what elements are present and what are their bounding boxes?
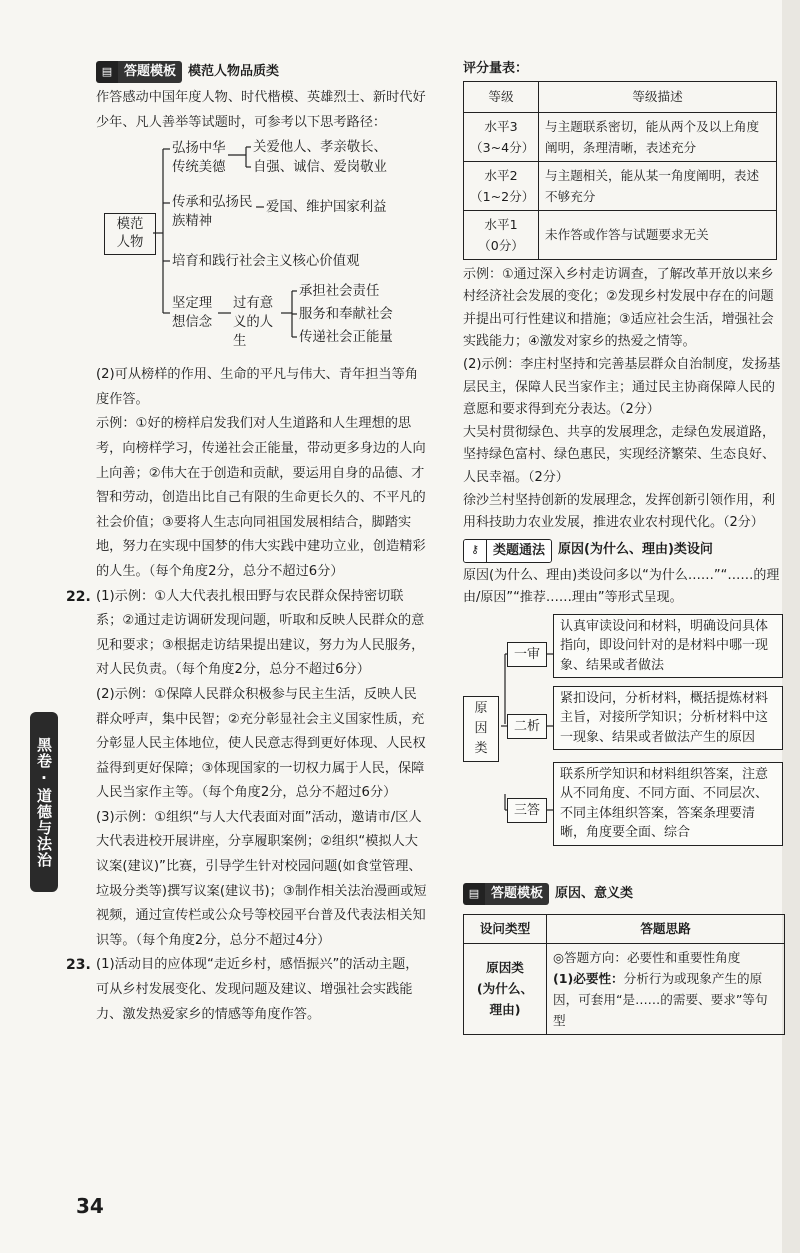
mindmap-leaf-2: 爱国、维护国家利益 bbox=[266, 200, 387, 216]
q22-part-1: (1)示例：①人大代表扎根田野与农民群众保持密切联系；②通过走访调研发现问题，听取和反映人民群众的意见和要求；③根据走访结果提出建议，努力为人民服务，对人民负责。（每个角度2分，总分不超过6分） bbox=[96, 588, 425, 678]
template2-title: 原因、意义类 bbox=[555, 885, 634, 901]
question-number: 23. bbox=[66, 957, 91, 974]
right-column bbox=[463, 58, 785, 1035]
key-icon: ⚷ bbox=[464, 540, 487, 562]
desc-cell: 与主题联系密切，能从两个及以上角度阐明，条理清晰，表述充分 bbox=[539, 112, 777, 161]
necessity-label: (1)必要性： bbox=[553, 970, 624, 986]
score-table bbox=[463, 81, 777, 260]
intro-text: 作答感动中国年度人物、时代楷模、英雄烈士、新时代好少年、凡人善举等试题时，可参考以下思考路径： bbox=[96, 90, 426, 130]
answer-direction: ◎答题方向：必要性和重要性角度 bbox=[553, 949, 741, 965]
table-header: 等级描述 bbox=[539, 81, 777, 112]
template2-tag: ▤ 答题模板 bbox=[463, 883, 549, 905]
answer-village-3: 徐沙兰村坚持创新的发展理念，发挥创新引领作用，利用科技助力农业发展，推进农业农村现代化。（2分） bbox=[463, 492, 776, 531]
q22-part-3: (3)示例：①组织“与人大代表面对面”活动，邀请市/区人大代表进校开展讲座，分享履职案例；②组织“模拟人大议案(建议)”比赛，引导学生针对校园问题(如食堂管理、垃圾分类等)撰写议案(建议书)；③制作相关法治漫画或短视频，通过宣传栏或公众号等校园平台普及代表法相关知识等。（每个角度2分，总分不超过4分） bbox=[96, 809, 427, 948]
question-23 bbox=[66, 953, 428, 1027]
page-number: 34 bbox=[76, 1194, 104, 1218]
q23-part-1: (1)活动目的应体现“走近乡村，感悟振兴”的活动主题，可从乡村发展变化、发现问题及建议、增强社会实践能力、激发热爱家乡的情感等角度作答。 bbox=[96, 957, 419, 1022]
method-intro: 原因(为什么、理由)类设问多以“为什么……”“……的理由/原因”“推荐……理由”等形式呈现。 bbox=[463, 567, 780, 606]
necessity-text: 分析行为或现象产生的原因，可套用“是……的需要、要求”等句型 bbox=[553, 970, 768, 1028]
table-header-row bbox=[464, 914, 785, 943]
table-row bbox=[464, 161, 777, 210]
answer-village-2: 大吴村贯彻绿色、共享的发展理念，走绿色发展道路，坚持绿色富村、绿色惠民，实现经济繁荣、生态良好、人民幸福。（2分） bbox=[463, 424, 776, 485]
approach-cell bbox=[547, 943, 785, 1034]
level-cell: 水平2 （1~2分） bbox=[464, 161, 539, 210]
table-row bbox=[464, 112, 777, 161]
method-flow-diagram bbox=[463, 614, 785, 872]
flow-step-2: 二析 bbox=[507, 714, 547, 739]
question-22 bbox=[66, 585, 428, 954]
answer-part-2: (2)可从榜样的作用、生命的平凡与伟大、青年担当等角度作答。 bbox=[96, 367, 418, 407]
book-icon: ▤ bbox=[463, 883, 485, 905]
desc-cell: 未作答或作答与试题要求无关 bbox=[539, 210, 777, 259]
mindmap-leaf-4c: 传递社会正能量 bbox=[299, 330, 393, 346]
template-heading bbox=[96, 58, 428, 86]
mindmap-leaf-4a: 承担社会责任 bbox=[299, 284, 380, 300]
score-table-title: 评分量表： bbox=[463, 61, 529, 76]
flow-step-1-text: 认真审读设问和材料，明确设问具体指向，即设问针对的是材料中哪一现象、结果或者做法 bbox=[553, 614, 783, 678]
table-header: 等级 bbox=[464, 81, 539, 112]
method-tag: ⚷ 类题通法 bbox=[463, 539, 552, 563]
type-cell: 原因类 (为什么、 理由) bbox=[464, 943, 547, 1034]
table-row bbox=[464, 943, 785, 1034]
table-header: 答题思路 bbox=[547, 914, 785, 943]
mindmap-mid-4: 过有意义的人生 bbox=[233, 296, 274, 350]
mindmap-branch-4: 坚定理想信念 bbox=[172, 296, 213, 331]
flow-step-2-text: 紧扣设问，分析材料，概括提炼材料主旨，对接所学知识；分析材料中这一现象、结果或者做法产生的原因 bbox=[553, 686, 783, 750]
left-column bbox=[66, 58, 428, 1027]
level-cell: 水平3 （3~4分） bbox=[464, 112, 539, 161]
mindmap-leaf-1a: 关爱他人、孝亲敬长、 bbox=[253, 140, 387, 156]
mindmap-branch-2: 传承和弘扬民族精神 bbox=[172, 195, 253, 230]
flow-root: 原因类 bbox=[463, 696, 499, 762]
q22-part-2: (2)示例：①保障人民群众积极参与民主生活，反映人民群众呼声，集中民智；②充分彰显社会主义国家性质，充分彰显人民主体地位，使人民意志得到更好体现、人民权益得到更好保障；③体现国家的一切权力属于人民，保障人民当家作主等。（每个角度2分，总分不超过6分） bbox=[96, 686, 426, 801]
question-number: 22. bbox=[66, 588, 91, 605]
flow-step-1: 一审 bbox=[507, 642, 547, 667]
table-header-row bbox=[464, 81, 777, 112]
mindmap-branch-3: 培育和践行社会主义核心价值观 bbox=[172, 254, 360, 270]
table-header: 设问类型 bbox=[464, 914, 547, 943]
flow-step-3-text: 联系所学知识和材料组织答案，注意从不同角度、不同方面、不同层次、不同主体组织答案，答案条理要清晰，角度要全面、综合 bbox=[553, 762, 783, 846]
side-tab: 黑卷·道德与法治 bbox=[30, 712, 58, 892]
mindmap-branch-1: 弘扬中华传统美德 bbox=[172, 141, 226, 176]
desc-cell: 与主题相关，能从某一角度阐明，表述不够充分 bbox=[539, 161, 777, 210]
level-cell: 水平1 （0分） bbox=[464, 210, 539, 259]
mindmap bbox=[96, 137, 428, 359]
answer-part-2: (2)示例：李庄村坚持和完善基层群众自治制度，发扬基层民主，保障人民当家作主；通过民主协商保障人民的意愿和要求得到充分表达。（2分） bbox=[463, 356, 781, 418]
reason-table bbox=[463, 914, 785, 1035]
flow-step-3: 三答 bbox=[507, 798, 547, 823]
template-tag: ▤ 答题模板 bbox=[96, 61, 182, 83]
mindmap-leaf-4b: 服务和奉献社会 bbox=[299, 307, 393, 323]
method-heading bbox=[463, 537, 785, 565]
template2-heading bbox=[463, 880, 785, 908]
answer-example: 示例：①好的榜样启发我们对人生道路和人生理想的思考，向榜样学习，传递社会正能量，带动更多身边的人向上向善；②伟大在于创造和贡献，要运用自身的品德、才智和劳动，创造出比自己有限的生命更长久的、不平凡的社会价值；③要将人生志向同祖国发展相结合，脚踏实地，努力在实现中国梦的伟大实践中建功立业，创造精彩的人生。（每个角度2分，总分不超过6分） bbox=[96, 416, 426, 579]
method-title: 原因(为什么、理由)类设问 bbox=[558, 542, 713, 558]
mindmap-root: 模范人物 bbox=[104, 213, 156, 255]
book-icon: ▤ bbox=[96, 61, 118, 83]
mindmap-leaf-1b: 自强、诚信、爱岗敬业 bbox=[253, 160, 387, 176]
table-row bbox=[464, 210, 777, 259]
example-text: 示例：①通过深入乡村走访调查，了解改革开放以来乡村经济社会发展的变化；②发现乡村发展中存在的问题并提出可行性建议和措施；③适应社会生活，增强社会实践能力；④激发对家乡的热爱之情等。 bbox=[463, 266, 774, 350]
template-title: 模范人物品质类 bbox=[188, 63, 280, 79]
